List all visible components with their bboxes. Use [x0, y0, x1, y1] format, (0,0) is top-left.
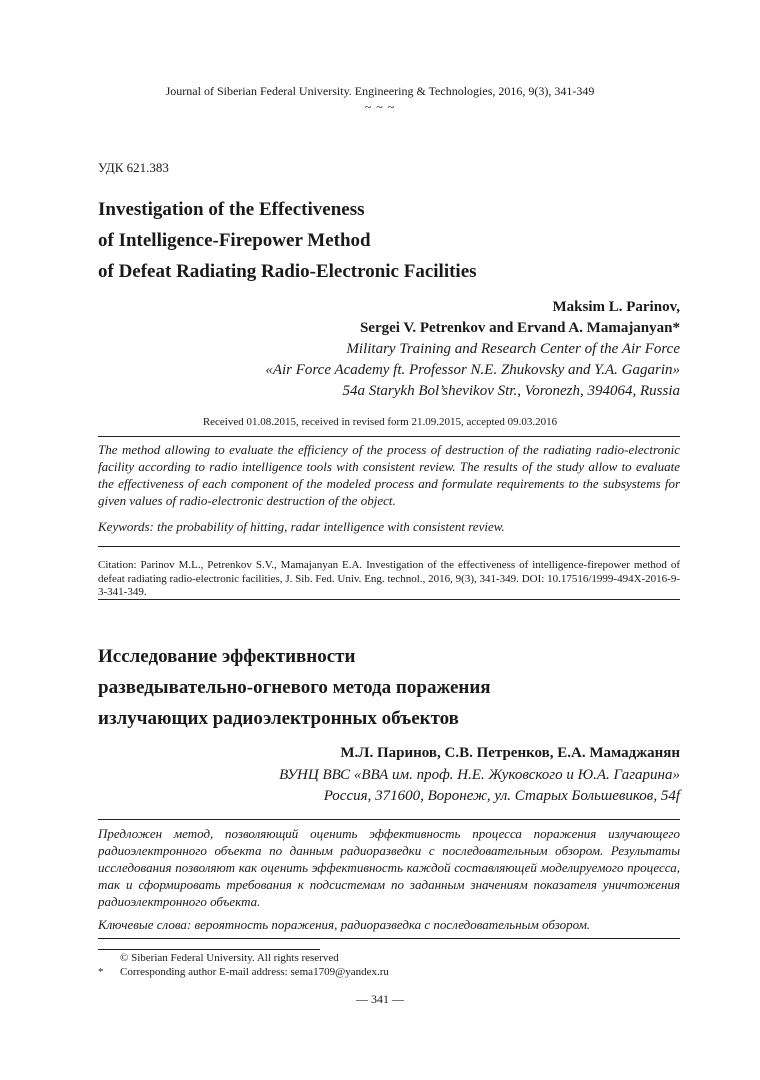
- russian-authors: М.Л. Паринов, С.В. Петренков, Е.А. Мамаджанян: [340, 745, 680, 761]
- footnote-star: *: [98, 966, 104, 978]
- english-title: [98, 194, 477, 287]
- english-title-line: of Defeat Radiating Radio-Electronic Facilities: [98, 261, 477, 282]
- rule: [98, 436, 680, 437]
- footnote-rule: [98, 949, 320, 950]
- corresponding-footnote: [98, 966, 389, 978]
- russian-title-line: Исследование эффективности: [98, 646, 356, 667]
- russian-affiliation-line: ВУНЦ ВВС «ВВА им. проф. Н.Е. Жуковского и Ю.А. Гагарина»: [279, 767, 680, 783]
- udk-code: УДК 621.383: [98, 160, 169, 175]
- citation: Citation: Parinov M.L., Petrenkov S.V., Mamajanyan E.A. Investigation of the effectiveness of intelligence-firepower method of defeat radiating radio-electronic facilities, J. Sib. Fed. Univ. Eng. technol., 2016, 9(3), 341-349. DOI: 10.17516/1999-494X-2016-9-3-341-349.: [98, 559, 680, 598]
- russian-keywords: Ключевые слова: вероятность поражения, радиоразведка с последовательным обзором.: [98, 917, 591, 932]
- journal-header: Journal of Siberian Federal University. Engineering & Technologies, 2016, 9(3), 341-349: [165, 84, 595, 98]
- english-keywords: Keywords: the probability of hitting, radar intelligence with consistent review.: [98, 519, 505, 534]
- english-author-line: Maksim L. Parinov,: [552, 299, 680, 315]
- page-number: — 341 —: [356, 992, 404, 1006]
- english-author-line: Sergei V. Petrenkov and Ervand A. Mamajanyan*: [359, 320, 680, 336]
- corresponding-author-text: Corresponding author E-mail address: sema1709@yandex.ru: [120, 966, 389, 978]
- english-affiliation-line: 54a Starykh Bol’shevikov Str., Voronezh, 394064, Russia: [342, 383, 680, 399]
- english-affiliation-line: Military Training and Research Center of the Air Force: [346, 341, 680, 357]
- rule: [98, 819, 680, 820]
- copyright-footnote: © Siberian Federal University. All rights reserved: [120, 952, 339, 964]
- english-affiliation-line: «Air Force Academy ft. Professor N.E. Zhukovsky and Y.A. Gagarin»: [265, 362, 680, 378]
- english-affiliation: [265, 339, 680, 402]
- russian-title-line: разведывательно-огневого метода поражения: [98, 677, 491, 698]
- russian-abstract: Предложен метод, позволяющий оценить эффективность процесса поражения излучающего радиоэлектронного объекта по данным радиоразведки с последовательным обзором. Результаты исследования позволяют как оценить эффективность каждой составляющей моделируемого процесса, так и сформировать требования к подсистемам по заданным значениям показателя уничтожения радиоэлектронного объекта.: [98, 826, 680, 909]
- english-title-line: of Intelligence-Firepower Method: [98, 230, 371, 251]
- english-title-line: Investigation of the Effectiveness: [98, 199, 365, 220]
- rule: [98, 546, 680, 547]
- russian-affiliation-line: Россия, 371600, Воронеж, ул. Старых Большевиков, 54f: [323, 788, 680, 804]
- rule: [98, 938, 680, 939]
- header-separator: ~ ~ ~: [364, 100, 396, 114]
- russian-title: [98, 641, 491, 734]
- received-dates: Received 01.08.2015, received in revised form 21.09.2015, accepted 09.03.2016: [202, 416, 558, 428]
- english-abstract: The method allowing to evaluate the efficiency of the process of destruction of the radiating radio-electronic facility according to radio intelligence tools with consistent review. The results of the study allow to evaluate the effectiveness of each component of the modeled process and formulate requirements to the subsystems for given values of radio-electronic destruction of the object.: [98, 442, 680, 508]
- russian-affiliation: [279, 765, 680, 807]
- russian-title-line: излучающих радиоэлектронных объектов: [98, 708, 459, 729]
- english-authors: [360, 297, 680, 339]
- rule: [98, 599, 680, 600]
